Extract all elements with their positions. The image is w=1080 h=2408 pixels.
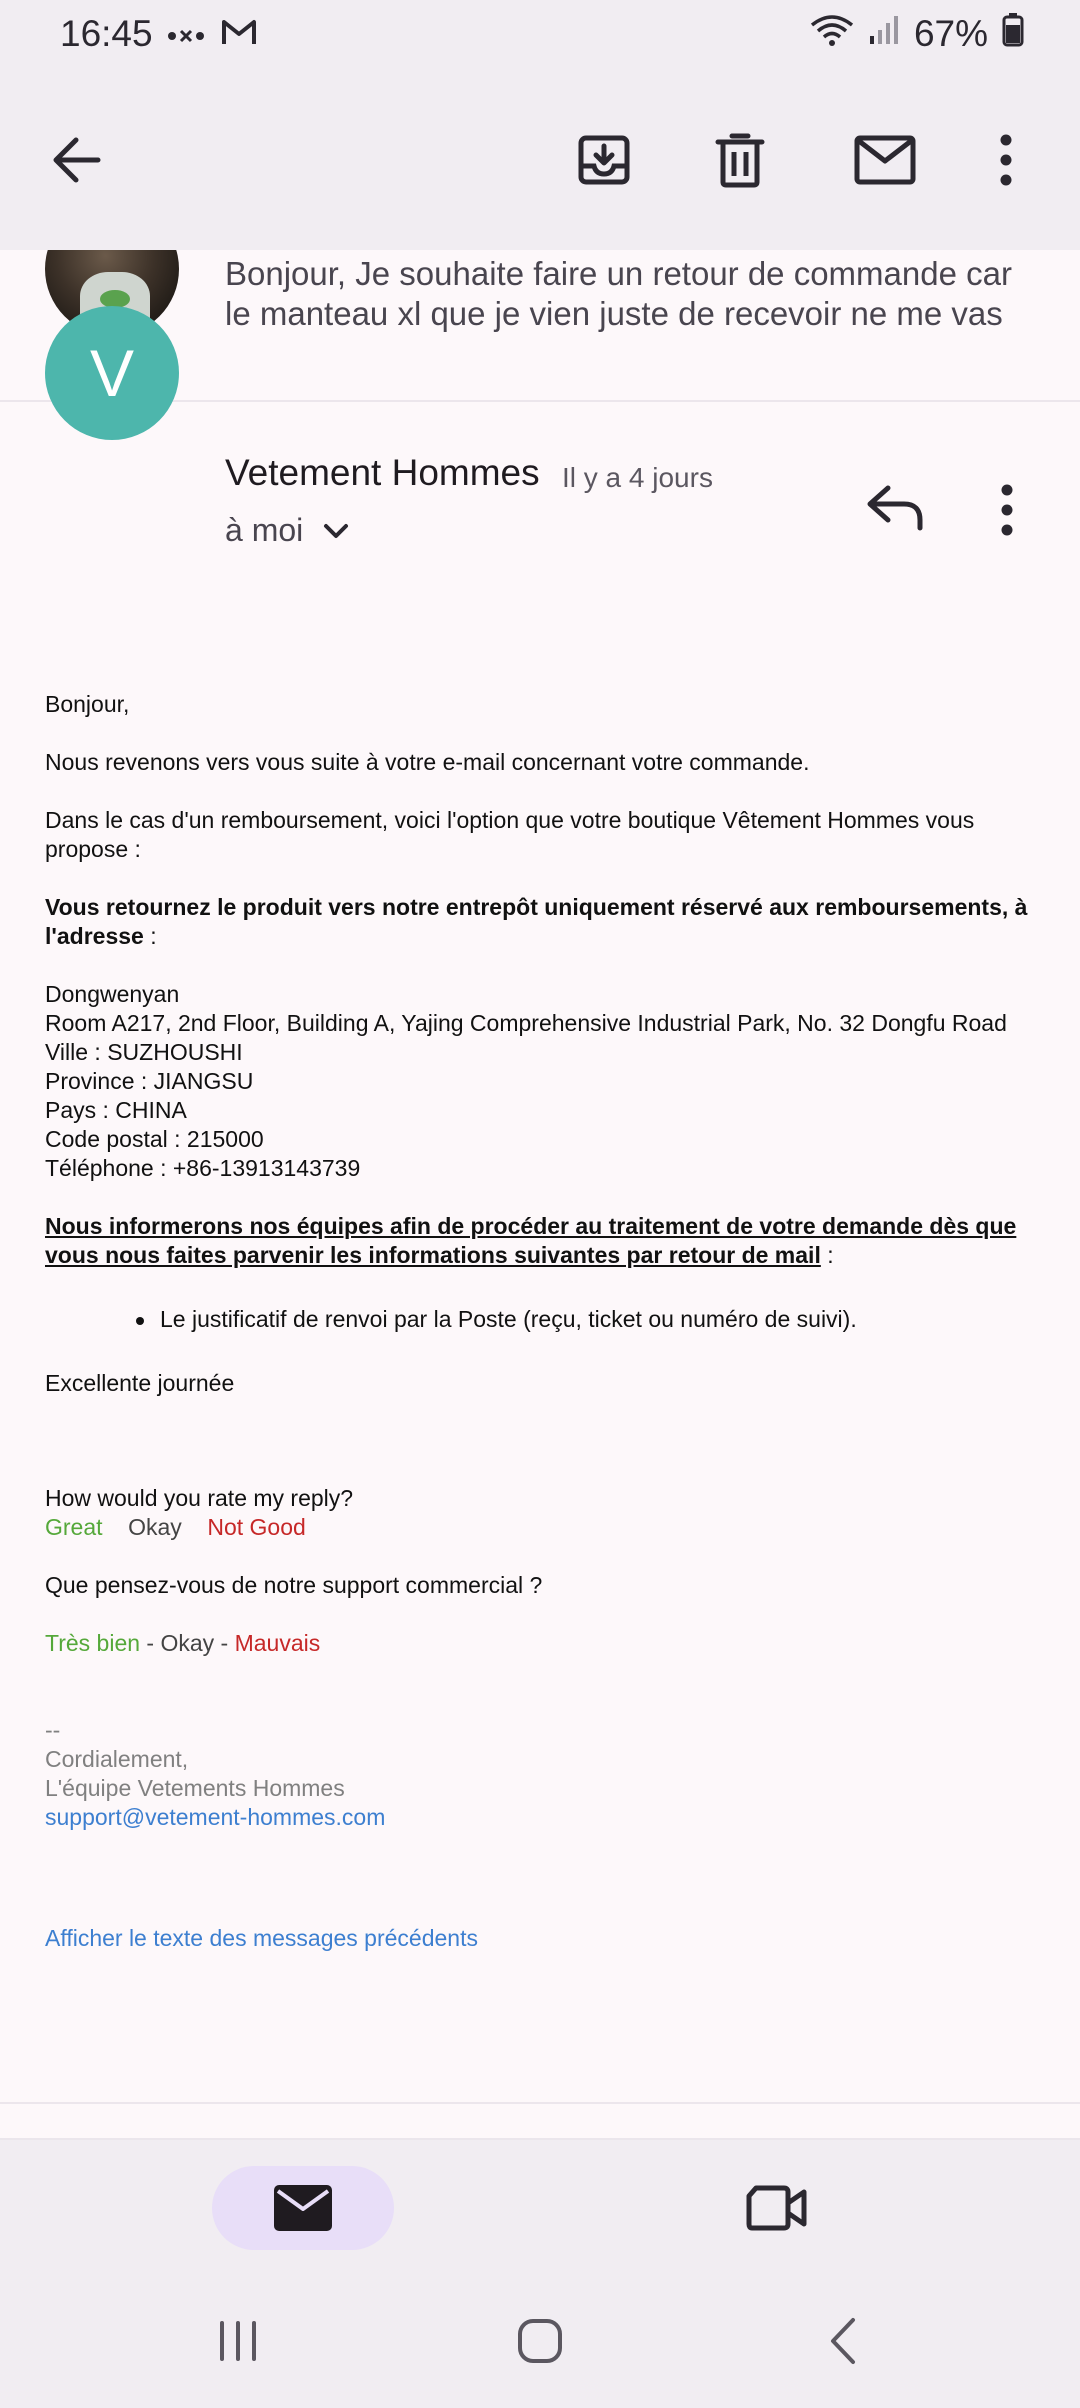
return-instructions bbox=[45, 893, 1045, 951]
address-city: Ville : SUZHOUSHI bbox=[45, 1039, 243, 1065]
wifi-icon bbox=[810, 13, 854, 56]
bullet-text: Le justificatif de renvoi par la Poste (reçu, ticket ou numéro de suivi). bbox=[160, 1306, 857, 1332]
nav-mail-tab[interactable] bbox=[212, 2166, 394, 2250]
address-line: Room A217, 2nd Floor, Building A, Yajing Comprehensive Industrial Park, No. 32 Dongfu Road bbox=[45, 1010, 1007, 1036]
home-button[interactable] bbox=[510, 2316, 570, 2366]
envelope-icon bbox=[854, 135, 916, 185]
message-time: Il y a 4 jours bbox=[562, 462, 713, 493]
list-item bbox=[45, 1305, 1045, 1334]
email-body bbox=[45, 690, 1045, 1953]
signature-team: L'équipe Vetements Hommes bbox=[45, 1775, 345, 1801]
recipient-label: à moi bbox=[225, 512, 304, 548]
address-country: Pays : CHINA bbox=[45, 1097, 187, 1123]
support-rating bbox=[45, 1629, 1045, 1658]
reply-button[interactable] bbox=[866, 484, 938, 544]
mark-unread-button[interactable] bbox=[840, 124, 930, 196]
back-arrow-icon bbox=[50, 136, 102, 184]
support-question: Que pensez-vous de notre support commercial ? bbox=[45, 1572, 543, 1598]
chevron-down-icon bbox=[323, 523, 349, 539]
status-time: 16:45 bbox=[60, 13, 153, 54]
back-button[interactable] bbox=[40, 124, 112, 196]
more-options-button[interactable] bbox=[970, 124, 1042, 196]
battery-percent: 67% bbox=[913, 13, 988, 54]
show-quoted-text-link[interactable]: Afficher le texte des messages précédents bbox=[45, 1925, 478, 1951]
address-phone[interactable]: Téléphone : +86-13913143739 bbox=[45, 1155, 361, 1181]
rate-great-link[interactable]: Great bbox=[45, 1514, 103, 1540]
rate-okay-link[interactable]: Okay bbox=[128, 1514, 182, 1540]
address-postal: Code postal : 215000 bbox=[45, 1126, 264, 1152]
top-toolbar bbox=[0, 68, 1080, 250]
rate-question: How would you rate my reply? bbox=[45, 1485, 354, 1511]
system-navigation bbox=[0, 2272, 1080, 2408]
rating-options bbox=[45, 1513, 1045, 1542]
home-icon bbox=[517, 2318, 563, 2364]
delete-button[interactable] bbox=[704, 124, 776, 196]
message-snippet: Bonjour, Je souhaite faire un retour de commande car le manteau xl que je vien juste de recevoir ne me vas bbox=[225, 255, 1012, 332]
rate-bad-link[interactable]: Not Good bbox=[207, 1514, 306, 1540]
archive-button[interactable] bbox=[568, 124, 640, 196]
address-province: Province : JIANGSU bbox=[45, 1068, 254, 1094]
refund-text: Dans le cas d'un remboursement, voici l'option que votre boutique Vêtement Hommes vous propose : bbox=[45, 807, 975, 862]
divider bbox=[0, 2102, 1080, 2104]
trash-icon bbox=[714, 132, 766, 188]
battery-icon bbox=[1002, 13, 1024, 56]
mail-icon bbox=[274, 2185, 332, 2231]
inform-text bbox=[45, 1212, 1045, 1270]
intro-text: Nous revenons vers vous suite à votre e-mail concernant votre commande. bbox=[45, 749, 810, 775]
greeting: Bonjour, bbox=[45, 691, 130, 717]
closing-text: Excellente journée bbox=[45, 1370, 235, 1396]
reply-icon bbox=[866, 484, 926, 532]
more-vert-icon bbox=[999, 134, 1013, 186]
status-bar bbox=[0, 0, 1080, 68]
message-more-button[interactable] bbox=[1000, 484, 1036, 544]
signal-icon bbox=[868, 13, 900, 55]
return-bold-text: Vous retournez le produit vers notre entrepôt uniquement réservé aux remboursements, à l'adresse bbox=[45, 894, 1028, 949]
signature-dash: -- bbox=[45, 1717, 61, 1743]
signature-regards: Cordialement, bbox=[45, 1746, 189, 1772]
meet-video-icon bbox=[746, 2185, 808, 2231]
support-okay-link[interactable]: - Okay - bbox=[140, 1630, 235, 1656]
back-chevron-icon bbox=[827, 2317, 857, 2365]
recents-button[interactable] bbox=[208, 2316, 268, 2366]
archive-icon bbox=[576, 132, 632, 188]
return-colon: : bbox=[143, 923, 157, 949]
sender-name: Vetement Hommes bbox=[225, 452, 540, 493]
support-bad-link[interactable]: Mauvais bbox=[234, 1630, 321, 1656]
system-back-button[interactable] bbox=[812, 2316, 872, 2366]
more-vert-icon bbox=[1000, 484, 1014, 536]
signature-email-link[interactable]: support@vetement-hommes.com bbox=[45, 1804, 386, 1830]
recipient-details[interactable] bbox=[225, 512, 349, 549]
dots-icon bbox=[167, 13, 207, 55]
address-name: Dongwenyan bbox=[45, 981, 180, 1007]
gmail-icon bbox=[221, 13, 257, 55]
nav-meet-tab[interactable] bbox=[736, 2166, 818, 2250]
bottom-navigation bbox=[0, 2138, 1080, 2272]
inform-colon: : bbox=[820, 1242, 834, 1268]
recents-icon bbox=[216, 2319, 260, 2363]
inform-underlined: Nous informerons nos équipes afin de procéder au traitement de votre demande dès que vous nous faites parvenir les informations suivantes par retour de mail bbox=[45, 1213, 1017, 1268]
avatar[interactable]: V bbox=[45, 306, 179, 440]
support-good-link[interactable]: Très bien bbox=[45, 1630, 141, 1656]
